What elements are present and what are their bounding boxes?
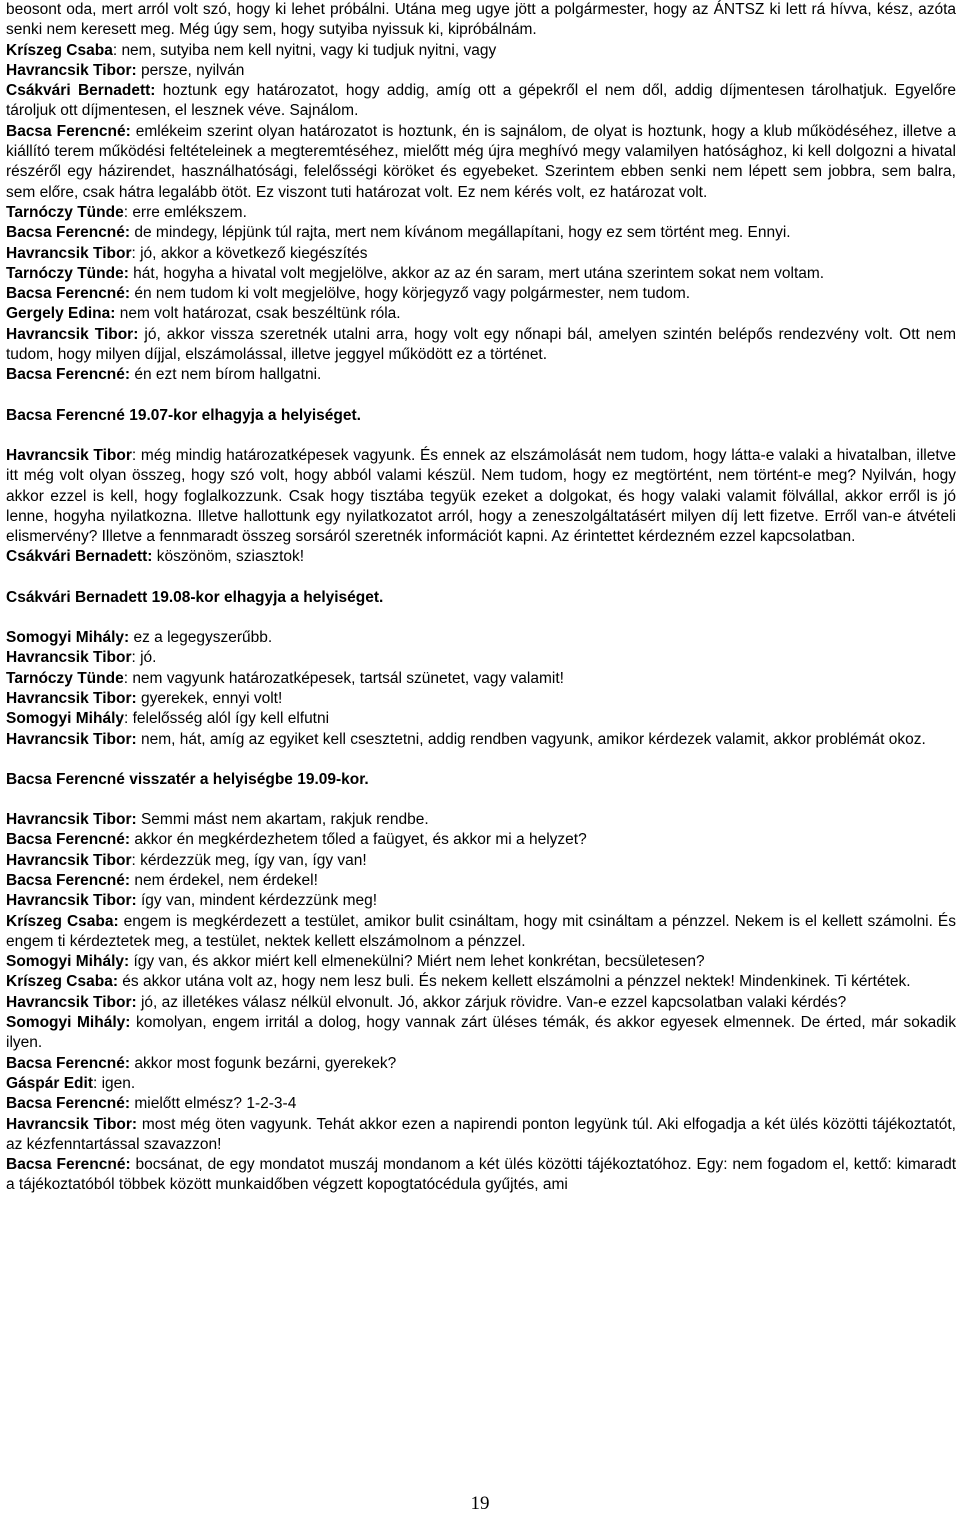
paragraph — [6, 0, 956, 41]
paragraph — [6, 122, 956, 203]
paragraph — [6, 304, 956, 324]
paragraph-text: persze, nyilván — [136, 61, 245, 79]
paragraph-text: így van, és akkor miért kell elmenekülni? Miért nem lehet konkrétan, becsületesen? — [129, 953, 705, 971]
paragraph — [6, 203, 956, 223]
spacer — [6, 790, 956, 810]
paragraph — [6, 1054, 956, 1074]
speaker-name: Csákvári Bernadett: — [6, 548, 153, 566]
speaker-name: Havrancsik Tibor — [6, 649, 132, 667]
paragraph — [6, 972, 956, 992]
paragraph — [6, 709, 956, 729]
paragraph — [6, 81, 956, 122]
paragraph-text: jó, az illetékes válasz nélkül elvonult. Jó, akkor zárjuk rövidre. Van-e ezzel kapcsolatban valaki kérdés? — [136, 993, 847, 1011]
paragraph-text: és akkor utána volt az, hogy nem lesz buli. És nekem kellett elszámolni a pénzzel nektek! Mindenkinek. Ti kértétek. — [117, 973, 911, 991]
speaker-name: Havrancsik Tibor — [6, 851, 132, 869]
page-number: 19 — [470, 1493, 490, 1514]
speaker-name: Havrancsik Tibor: — [6, 811, 137, 829]
paragraph — [6, 41, 956, 61]
paragraph — [6, 891, 956, 911]
speaker-name: Somogyi Mihály — [6, 710, 124, 728]
paragraph-text: akkor én megkérdezhetem tőled a faügyet, és akkor mi a helyzet? — [130, 831, 587, 849]
paragraph-text: : nem, sutyiba nem kell nyitni, vagy ki tudjuk nyitni, vagy — [112, 41, 497, 59]
speaker-name: Tarnóczy Tünde: — [6, 264, 129, 282]
paragraph-text: : nem vagyunk határozatképesek, tartsál szünetet, vagy valamit! — [123, 669, 564, 687]
spacer — [6, 426, 956, 446]
paragraph — [6, 871, 956, 891]
paragraph — [6, 223, 956, 243]
paragraph — [6, 851, 956, 871]
speaker-name: Bacsa Ferencné: — [6, 224, 131, 242]
paragraph — [6, 830, 956, 850]
event-note: Bacsa Ferencné visszatér a helyiségbe 19.09-kor. — [6, 770, 369, 788]
paragraph-text: akkor most fogunk bezárni, gyerekek? — [130, 1054, 397, 1072]
paragraph — [6, 912, 956, 953]
paragraph — [6, 365, 956, 385]
paragraph-text: most még öten vagyunk. Tehát akkor ezen a napirendi ponton legyünk túl. Aki elfogadja a két ülés közötti tájékoztatót, az kézfenntartással szavazzon! — [6, 1115, 956, 1153]
paragraph — [6, 669, 956, 689]
paragraph — [6, 446, 956, 547]
paragraph-text: : felelősség alól így kell elfutni — [124, 710, 330, 728]
paragraph-text: én nem tudom ki volt megjelölve, hogy körjegyző vagy polgármester, nem tudom. — [130, 285, 691, 303]
spacer — [6, 568, 956, 588]
speaker-name: Havrancsik Tibor: — [6, 892, 137, 910]
paragraph — [6, 993, 956, 1013]
paragraph-text: én ezt nem bírom hallgatni. — [130, 366, 322, 384]
paragraph-text: hát, hogyha a hivatal volt megjelölve, akkor az az én saram, mert utána szerintem sokat nem voltam. — [128, 264, 825, 282]
speaker-name: Gáspár Edit — [6, 1074, 93, 1092]
speaker-name: Havrancsik Tibor: — [6, 993, 137, 1011]
paragraph-text: mielőtt elmész? 1-2-3-4 — [130, 1095, 297, 1113]
speaker-name: Bacsa Ferencné: — [6, 1054, 131, 1072]
speaker-name: Havrancsik Tibor: — [6, 730, 137, 748]
paragraph — [6, 689, 956, 709]
speaker-name: Bacsa Ferencné: — [6, 1156, 131, 1174]
paragraph-text: : igen. — [93, 1074, 136, 1092]
speaker-name: Bacsa Ferencné: — [6, 1095, 131, 1113]
paragraph-text: jó, akkor vissza szeretnék utalni arra, hogy volt egy nőnapi bál, amelyen szintén belépős rendezvény volt. Ott nem tudom, hogy milyen díjjal, elszámolással, illetve jeggyel működött ez a történet. — [6, 325, 956, 364]
paragraph — [6, 61, 956, 81]
event-note: Bacsa Ferencné 19.07-kor elhagyja a helyiséget. — [6, 406, 361, 424]
paragraph — [6, 1013, 956, 1054]
speaker-name: Havrancsik Tibor: — [6, 689, 137, 707]
document-body — [6, 0, 956, 1196]
speaker-name: Havrancsik Tibor — [6, 244, 132, 262]
paragraph-text: beosont oda, mert arról volt szó, hogy ki lehet próbálni. Utána meg ugye jött a polgármester, hogy az ÁNTSZ ki lett rá hívva, kész, azóta senki nem keresett meg. Még úgy sem, hogy sutyiba nyissuk ki, kipróbálnám. — [6, 1, 956, 39]
speaker-name: Tarnóczy Tünde — [6, 203, 124, 221]
speaker-name: Bacsa Ferencné: — [6, 831, 131, 849]
paragraph — [6, 1094, 956, 1114]
speaker-name: Kríszeg Csaba: — [6, 973, 118, 991]
paragraph-text: így van, mindent kérdezzünk meg! — [136, 892, 378, 910]
paragraph-text: nem volt határozat, csak beszéltünk róla. — [115, 305, 401, 323]
paragraph-text: hoztunk egy határozatot, hogy addig, amíg ott a gépekről el nem dől, addig díjmentesen tárolhatjuk. Egyelőre tároljuk ott díjmentesen, el lesznek véve. Sajnálom. — [6, 82, 956, 120]
speaker-name: Kríszeg Csaba — [6, 41, 113, 59]
speaker-name: Csákvári Bernadett: — [6, 82, 156, 100]
paragraph-text: Semmi mást nem akartam, rakjuk rendbe. — [136, 811, 429, 829]
paragraph — [6, 244, 956, 264]
paragraph-text: nem, hát, amíg az egyiket kell csesztetni, addig rendben vagyunk, amikor kérdezek valamit, akkor problémát okoz. — [136, 730, 926, 748]
event-note: Csákvári Bernadett 19.08-kor elhagyja a helyiséget. — [6, 588, 384, 606]
speaker-name: Bacsa Ferencné: — [6, 285, 131, 303]
paragraph-text: ez a legegyszerűbb. — [129, 629, 273, 647]
paragraph-text: : jó, akkor a következő kiegészítés — [131, 244, 368, 262]
paragraph-text: : még mindig határozatképesek vagyunk. És ennek az elszámolását nem tudom, hogy látta-e valaki a hivatalban, illetve itt még volt olyan összeg, hogy szó volt, hogy abból valami készül. Nem tudom, hogy ez megtörtént, nem történt-e meg? Nyilván, hogy akkor ezzel is kell, hogy foglalkozzunk. Csak hogy tisztába tegyük ezeket a dolgokat, és hogy valaki valamit fölvállal, akkor erről is jó lenne, hogyha nyilatkozna. Illetve hallottunk egy nyilatkozatot arról, hogy a zeneszolgáltatásért milyen díj lett fizetve. Erről van-e átvételi elismervény? Illetve a fennmaradt összeg sorsáról szeretnék információt kapni. Az érintettet kérdezném ezzel kapcsolatban. — [6, 446, 957, 546]
paragraph — [6, 284, 956, 304]
speaker-name: Somogyi Mihály: — [6, 953, 130, 971]
speaker-name: Havrancsik Tibor: — [6, 1115, 138, 1133]
paragraph-text: : erre emlékszem. — [123, 203, 247, 221]
speaker-name: Tarnóczy Tünde — [6, 669, 124, 687]
paragraph — [6, 325, 956, 366]
spacer — [6, 608, 956, 628]
paragraph — [6, 264, 956, 284]
paragraph — [6, 952, 956, 972]
paragraph-text: nem érdekel, nem érdekel! — [130, 871, 318, 889]
paragraph — [6, 810, 956, 830]
speaker-name: Somogyi Mihály: — [6, 1014, 131, 1032]
speaker-name: Havrancsik Tibor: — [6, 61, 137, 79]
speaker-name: Havrancsik Tibor: — [6, 325, 139, 343]
paragraph-text: gyerekek, ennyi volt! — [136, 689, 283, 707]
paragraph-text: de mindegy, lépjünk túl rajta, mert nem kívánom megállapítani, hogy ez sem történt meg. Ennyi. — [130, 224, 791, 242]
paragraph — [6, 1074, 956, 1094]
paragraph-text: : jó. — [131, 649, 157, 667]
paragraph — [6, 1115, 956, 1156]
paragraph-text: : kérdezzük meg, így van, így van! — [131, 851, 367, 869]
paragraph — [6, 547, 956, 567]
spacer — [6, 386, 956, 406]
spacer — [6, 750, 956, 770]
speaker-name: Somogyi Mihály: — [6, 629, 130, 647]
speaker-name: Kríszeg Csaba: — [6, 912, 119, 930]
paragraph — [6, 730, 956, 750]
speaker-name: Bacsa Ferencné: — [6, 366, 131, 384]
speaker-name: Bacsa Ferencné: — [6, 122, 131, 140]
speaker-name: Gergely Edina: — [6, 305, 116, 323]
paragraph-text: bocsánat, de egy mondatot muszáj mondanom a két ülés közötti tájékoztatóhoz. Egy: nem fogadom el, kettő: kimaradt a tájékoztatóból többek között munkaidőben végzett kopogtatócédula gyűjtés, ami — [6, 1156, 956, 1194]
paragraph-text: emlékeim szerint olyan határozatot is hoztunk, én is sajnálom, de olyat is hoztunk, hogy a klub működéséhez, illetve a kiállító terem működési feltételeinek a megteremtéséhez, mielőtt még újra meghívó megy valamilyen hatósághoz, ki kell dolgozni a hivatal részéről egy házirendet, használhatósági, felelősségi köröket és egyebeket. Szerintem ebben senki nem lépett sem jobbra, sem balra, sem előre, csak hátra legalább ötöt. Ez viszont tuti határozat volt. Ez nem kérés volt, ez határozat volt. — [6, 122, 956, 201]
speaker-name: Bacsa Ferencné: — [6, 871, 131, 889]
paragraph — [6, 648, 956, 668]
paragraph-text: engem is megkérdezett a testület, amikor bulit csináltam, hogy mit csináltam a pénzzel. Nekem is el kellett számolni. És engem ti kérdeztetek meg, a testület, nektek kellett elszámolnom a pénzzel. — [6, 912, 957, 950]
paragraph — [6, 628, 956, 648]
paragraph — [6, 1155, 956, 1196]
paragraph-text: köszönöm, sziasztok! — [152, 548, 305, 566]
paragraph-text: komolyan, engem irritál a dolog, hogy vannak zárt üléses témák, és akkor egyesek elmennek. De érted, már sokadik ilyen. — [6, 1014, 957, 1052]
speaker-name: Havrancsik Tibor — [6, 446, 132, 464]
